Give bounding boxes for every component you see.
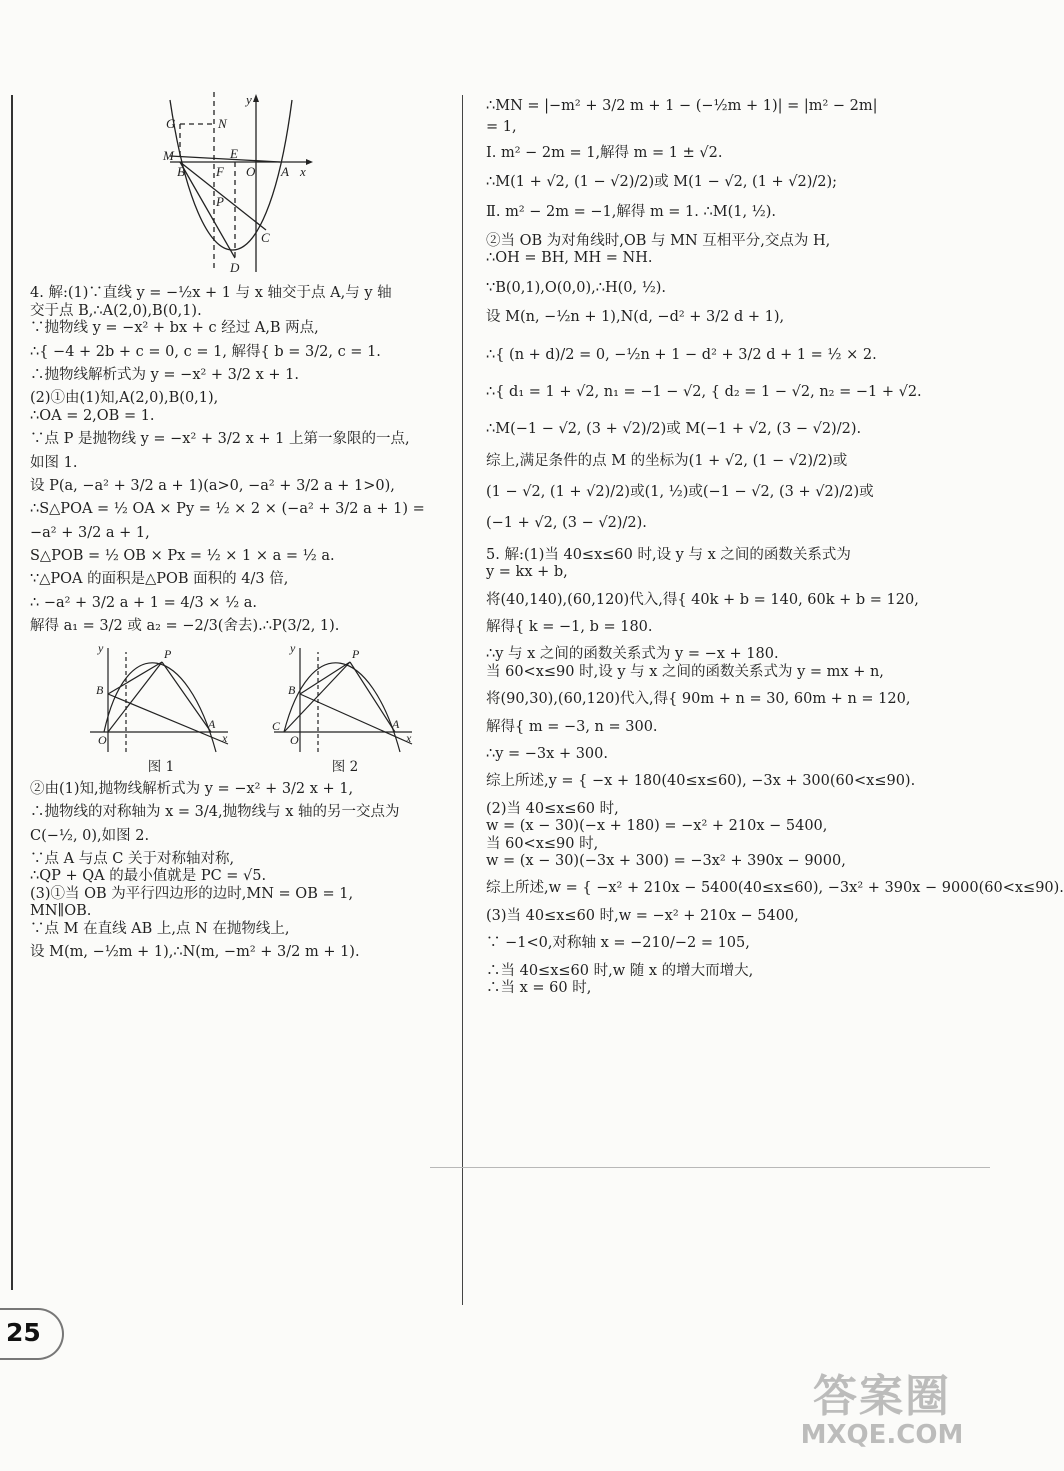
text-line: −a² + 3/2 a + 1, bbox=[30, 524, 150, 541]
line-bd bbox=[180, 162, 235, 258]
figure-2-caption: 图 2 bbox=[331, 758, 359, 775]
text-line: ∴ −a² + 3/2 a + 1 = 4/3 × ½ a. bbox=[30, 594, 257, 611]
text-line: (−1 + √2, (3 − √2)/2). bbox=[486, 515, 647, 532]
left-margin-rule bbox=[11, 95, 13, 1290]
figure-row bbox=[56, 642, 450, 775]
text-line: ∵B(0,1),O(0,0),∴H(0, ½). bbox=[486, 279, 667, 296]
text-line: 设 P(a, −a² + 3/2 a + 1)(a>0, −a² + 3/2 a + 1>0), bbox=[30, 477, 395, 494]
left-column bbox=[30, 90, 450, 967]
watermark bbox=[782, 1360, 982, 1470]
label-x: x bbox=[300, 164, 306, 179]
text-line: 综上所述,y = { −x + 180(40≤x≤60), −3x + 300(60<x≤90). bbox=[486, 773, 916, 790]
figure-1 bbox=[86, 642, 236, 775]
text-line: ∵点 M 在直线 AB 上,点 N 在抛物线上, bbox=[30, 920, 290, 937]
fig2-label-B: B bbox=[288, 682, 296, 697]
text-line: w = (x − 30)(−x + 180) = −x² + 210x − 5400, bbox=[486, 818, 828, 835]
text-line: 将(90,30),(60,120)代入,得{ 90m + n = 30, 60m + n = 120, bbox=[486, 691, 911, 708]
page-number: 25 bbox=[6, 1318, 41, 1347]
text-line: 如图 1. bbox=[30, 454, 78, 471]
right-column bbox=[486, 90, 1064, 997]
label-E: E bbox=[230, 146, 238, 161]
text-line: ∴M(−1 − √2, (3 + √2)/2)或 M(−1 + √2, (3 − √2)/2). bbox=[486, 421, 862, 438]
label-O: O bbox=[246, 164, 256, 179]
text-line: 当 60<x≤90 时, bbox=[486, 835, 599, 852]
text-line: ∵△POA 的面积是△POB 面积的 4/3 倍, bbox=[30, 571, 289, 588]
text-line: S△POB = ½ OB × Px = ½ × 1 × a = ½ a. bbox=[30, 548, 335, 565]
text-line: ∴{ (n + d)/2 = 0, −½n + 1 − d² + 3/2 d + 1 = ½ × 2. bbox=[486, 346, 877, 363]
fig1-label-P: P bbox=[164, 646, 172, 661]
text-line: 设 M(m, −½m + 1),∴N(m, −m² + 3/2 m + 1). bbox=[30, 943, 360, 960]
text-line: ∴当 x = 60 时, bbox=[486, 979, 592, 996]
text-line: MN∥OB. bbox=[30, 903, 92, 920]
figure-2-graph bbox=[270, 642, 420, 757]
fig2-label-C: C bbox=[272, 718, 281, 733]
text-line: (3)①当 OB 为平行四边形的边时,MN = OB = 1, bbox=[30, 885, 354, 902]
text-line: 综上所述,w = { −x² + 210x − 5400(40≤x≤60), −3x² + 390x − 9000(60<x≤90). bbox=[486, 880, 1064, 897]
parabola-curve bbox=[170, 100, 292, 250]
fig2-label-P: P bbox=[352, 646, 360, 661]
label-F: F bbox=[216, 164, 224, 179]
text-line: ②由(1)知,抛物线解析式为 y = −x² + 3/2 x + 1, bbox=[30, 780, 354, 797]
line-ma bbox=[170, 156, 280, 162]
text-line: ∴当 40≤x≤60 时,w 随 x 的增大而增大, bbox=[486, 962, 754, 979]
label-N: N bbox=[218, 116, 227, 131]
label-M: M bbox=[163, 148, 174, 163]
text-line: (1 − √2, (1 + √2)/2)或(1, ½)或(−1 − √2, (3 + √2)/2)或 bbox=[486, 484, 874, 501]
top-parabola-figure bbox=[30, 90, 450, 280]
text-line: C(−½, 0),如图 2. bbox=[30, 827, 150, 844]
text-line: 解得 a₁ = 3/2 或 a₂ = −2/3(舍去).∴P(3/2, 1). bbox=[30, 618, 340, 635]
text-line: ②当 OB 为对角线时,OB 与 MN 互相平分,交点为 H, bbox=[486, 232, 831, 249]
fig2-label-A: A bbox=[392, 716, 400, 731]
text-line: ∴{ d₁ = 1 + √2, n₁ = −1 − √2, { d₂ = 1 − √2, n₂ = −1 + √2. bbox=[486, 383, 922, 400]
text-line: 交于点 B,∴A(2,0),B(0,1). bbox=[30, 302, 202, 319]
text-line: ∴y = −3x + 300. bbox=[486, 745, 608, 762]
fig2-label-y: y bbox=[290, 640, 296, 655]
figure-2 bbox=[270, 642, 420, 775]
label-G: G bbox=[166, 116, 176, 131]
watermark-url: MXQE.COM bbox=[800, 1420, 964, 1450]
text-line: y = kx + b, bbox=[486, 564, 568, 581]
fig1-parabola bbox=[104, 662, 216, 751]
problem-4-lines bbox=[30, 285, 450, 635]
fig2-line-cp bbox=[284, 662, 350, 732]
problem-4-continued bbox=[30, 781, 450, 962]
fig1-label-B: B bbox=[96, 682, 104, 697]
text-line: ∵点 P 是抛物线 y = −x² + 3/2 x + 1 上第一象限的一点, bbox=[30, 431, 410, 448]
label-A: A bbox=[281, 164, 289, 179]
text-line: 当 60<x≤90 时,设 y 与 x 之间的函数关系式为 y = mx + n, bbox=[486, 663, 884, 680]
text-line: Ⅰ. m² − 2m = 1,解得 m = 1 ± √2. bbox=[486, 144, 723, 161]
figure-1-graph bbox=[86, 642, 236, 757]
text-line: ∴M(1 + √2, (1 − √2)/2)或 M(1 − √2, (1 + √2)/2); bbox=[486, 174, 838, 191]
fig1-line-bp bbox=[108, 662, 162, 694]
text-line: 将(40,140),(60,120)代入,得{ 40k + b = 140, 60k + b = 120, bbox=[486, 591, 919, 608]
label-P: P bbox=[216, 194, 224, 209]
text-line: ∴MN = |−m² + 3/2 m + 1 − (−½m + 1)| = |m² − 2m| bbox=[486, 98, 878, 114]
text-line: Ⅱ. m² − 2m = −1,解得 m = 1. ∴M(1, ½). bbox=[486, 203, 776, 220]
text-line: ∴S△POA = ½ OA × Py = ½ × 2 × (−a² + 3/2 a + 1) = bbox=[30, 501, 425, 518]
fig1-label-O: O bbox=[98, 732, 107, 747]
label-D: D bbox=[230, 260, 240, 275]
text-line: 解得{ k = −1, b = 180. bbox=[486, 619, 653, 636]
fig2-parabola bbox=[284, 662, 400, 751]
label-C: C bbox=[261, 230, 270, 245]
faint-rule bbox=[430, 1167, 990, 1168]
text-line: ∴抛物线解析式为 y = −x² + 3/2 x + 1. bbox=[30, 366, 299, 383]
text-line: ∵点 A 与点 C 关于对称轴对称, bbox=[30, 851, 235, 867]
label-y: y bbox=[246, 92, 252, 107]
fig1-label-y: y bbox=[98, 640, 104, 655]
text-line: 4. 解:(1)∵直线 y = −½x + 1 与 x 轴交于点 A,与 y 轴 bbox=[30, 285, 392, 302]
column-divider bbox=[462, 95, 463, 1305]
text-line: (2)①由(1)知,A(2,0),B(0,1), bbox=[30, 390, 219, 407]
text-line: ∴OA = 2,OB = 1. bbox=[30, 407, 155, 424]
text-line: ∵ −1<0,对称轴 x = −210/−2 = 105, bbox=[486, 935, 750, 952]
figure-1-caption: 图 1 bbox=[147, 758, 175, 775]
text-line: (2)当 40≤x≤60 时, bbox=[486, 800, 619, 817]
text-line: ∵抛物线 y = −x² + bx + c 经过 A,B 两点, bbox=[30, 320, 319, 337]
fig1-label-x: x bbox=[222, 730, 228, 745]
text-line: 综上,满足条件的点 M 的坐标为(1 + √2, (1 − √2)/2)或 bbox=[486, 452, 848, 469]
fig1-label-A: A bbox=[208, 716, 216, 731]
text-line: w = (x − 30)(−3x + 300) = −3x² + 390x − 9000, bbox=[486, 852, 846, 869]
fig2-label-O: O bbox=[290, 732, 299, 747]
fig2-label-x: x bbox=[406, 730, 412, 745]
y-axis-arrow bbox=[253, 94, 259, 102]
text-line: ∴{ −4 + 2b + c = 0, c = 1, 解得{ b = 3/2, c = 1. bbox=[30, 343, 381, 360]
text-line: (3)当 40≤x≤60 时,w = −x² + 210x − 5400, bbox=[486, 907, 799, 924]
text-line: ∴QP + QA 的最小值就是 PC = √5. bbox=[30, 868, 267, 885]
text-line: ∴OH = BH, MH = NH. bbox=[486, 250, 653, 267]
text-line: 5. 解:(1)当 40≤x≤60 时,设 y 与 x 之间的函数关系式为 bbox=[486, 546, 851, 563]
fig2-line-pa bbox=[350, 662, 395, 732]
text-line: 设 M(n, −½n + 1),N(d, −d² + 3/2 d + 1), bbox=[486, 309, 785, 326]
text-line: ∴抛物线的对称轴为 x = 3/4,抛物线与 x 轴的另一交点为 bbox=[30, 804, 400, 821]
text-line: ∴y 与 x 之间的函数关系式为 y = −x + 180. bbox=[486, 646, 779, 663]
fig1-line-pa bbox=[162, 662, 211, 732]
text-line: = 1, bbox=[486, 119, 517, 136]
x-axis-arrow bbox=[306, 159, 313, 165]
text-line: 解得{ m = −3, n = 300. bbox=[486, 718, 658, 735]
watermark-logo-text: 答案圈 bbox=[813, 1371, 951, 1422]
label-B: B bbox=[177, 164, 185, 179]
